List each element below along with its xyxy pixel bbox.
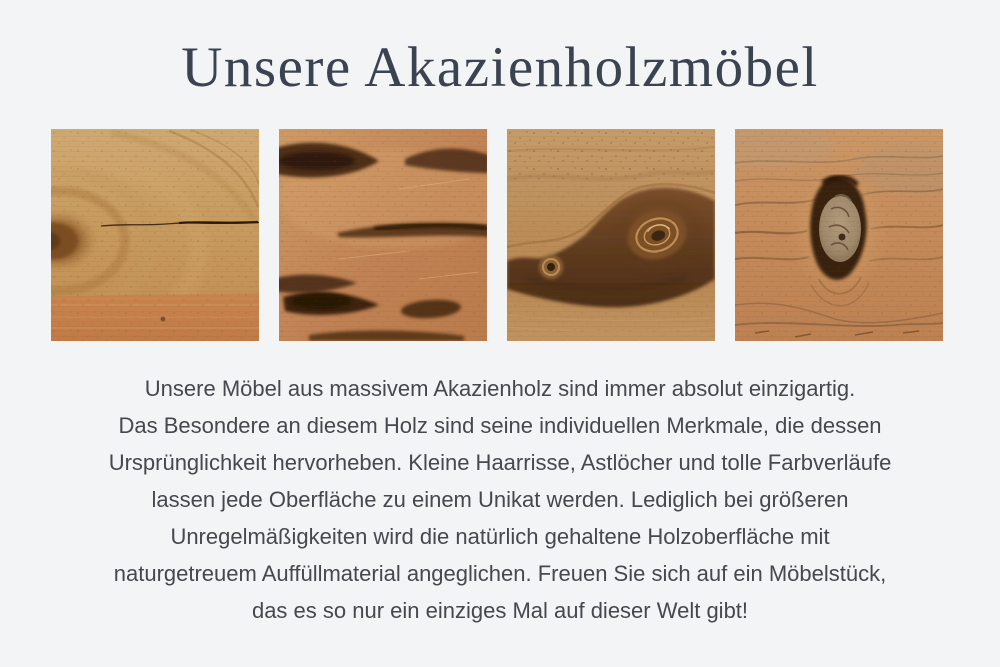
description-line: das es so nur ein einziges Mal auf dieser Welt gibt! [251,598,749,623]
wood-image-4 [735,129,943,341]
wood-streaks-image [279,129,487,341]
description-line: naturgetreuem Auffüllmaterial angeglichen. Freuen Sie sich auf ein Möbelstück, [113,561,887,586]
description-line: lassen jede Oberfläche zu einem Unikat werden. Lediglich bei größeren [151,487,849,512]
description-paragraph [40,370,960,629]
description-line: Unregelmäßigkeiten wird die natürlich gehaltene Holzoberfläche mit [170,524,830,549]
description-line: Das Besondere an diesem Holz sind seine individuellen Merkmale, die dessen [118,413,882,438]
description-line: Unsere Möbel aus massivem Akazienholz sind immer absolut einzigartig. [144,376,856,401]
description-line: Ursprünglichkeit hervorheben. Kleine Haarrisse, Astlöcher und tolle Farbverläufe [108,450,892,475]
wood-crack-image [51,129,259,341]
wood-image-3 [507,129,715,341]
page-title: Unsere Akazienholzmöbel [181,36,819,99]
wood-image-2 [279,129,487,341]
wood-knotholes-image [507,129,715,341]
wood-image-1 [51,129,259,341]
wood-texture-gallery [51,129,949,341]
wood-filled-knot-image [735,129,943,341]
